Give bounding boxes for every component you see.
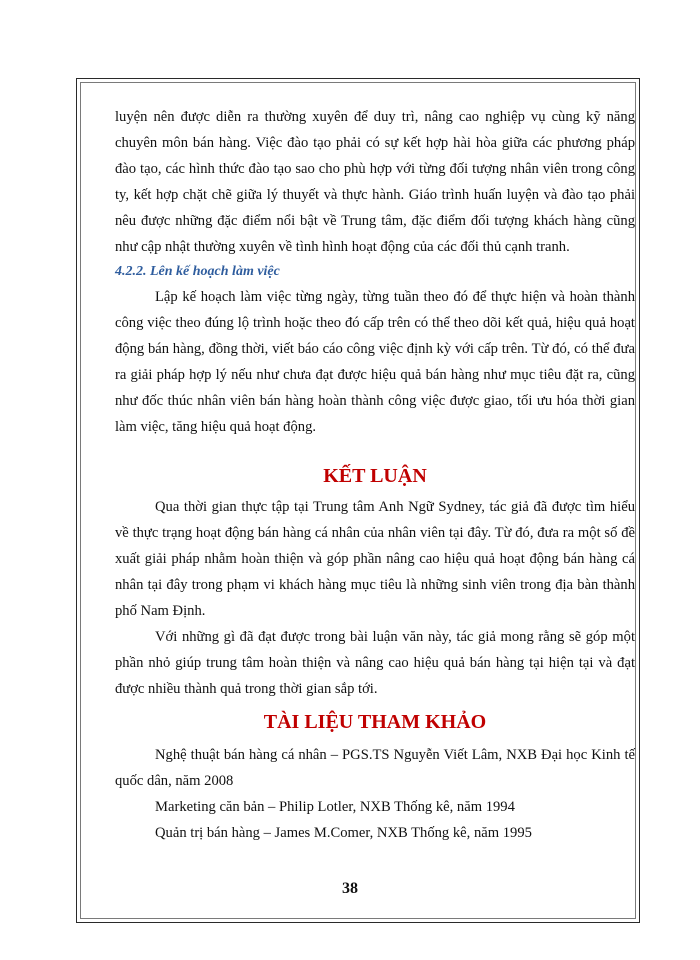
section-paragraph: Lập kế hoạch làm việc từng ngày, từng tuần theo đó để thực hiện và hoàn thành công việc theo đúng lộ trình hoặc theo đó cấp trên có thể theo dõi kết quả, hiệu quả hoạt động bán hàng, đồng thời, viết báo cáo công việc định kỳ với cấp trên. Từ đó, có thể đưa ra giải pháp hợp lý nếu như chưa đạt được hiệu quả bán hàng như mục tiêu đặt ra, cũng như đốc thúc nhân viên bán hàng hoàn thành công việc được giao, tối ưu hóa thời gian làm việc, tăng hiệu quả hoạt động. bbox=[115, 289, 635, 435]
conclusion-title: KẾT LUẬN bbox=[323, 465, 427, 487]
reference-item: Nghệ thuật bán hàng cá nhân – PGS.TS Nguyễn Viết Lâm, NXB Đại học Kinh tế quốc dân, năm 2008 bbox=[115, 747, 635, 789]
references-title: TÀI LIỆU THAM KHẢO bbox=[263, 711, 487, 733]
section-heading: 4.2.2. Lên kế hoạch làm việc bbox=[115, 264, 280, 279]
reference-item: Marketing căn bản – Philip Lotler, NXB Thống kê, năm 1994 bbox=[155, 799, 515, 815]
page-number: 38 bbox=[342, 880, 358, 897]
conclusion-paragraph-1: Qua thời gian thực tập tại Trung tâm Anh Ngữ Sydney, tác giả đã được tìm hiểu về thực trạng hoạt động bán hàng cá nhân của nhân viên tại đây. Từ đó, đưa ra một số đề xuất giải pháp nhằm hoàn thiện và góp phần nâng cao hiệu quả hoạt động bán hàng cá nhân tại đây trong phạm vi khách hàng mục tiêu là những sinh viên trong địa bàn thành phố Nam Định. bbox=[115, 499, 635, 619]
conclusion-paragraph-2: Với những gì đã đạt được trong bài luận văn này, tác giả mong rằng sẽ góp một phần nhỏ giúp trung tâm hoàn thiện và nâng cao hiệu quả bán hàng tại hiện tại và đạt được nhiều thành quả trong thời gian sắp tới. bbox=[115, 629, 635, 697]
reference-item: Quản trị bán hàng – James M.Comer, NXB Thống kê, năm 1995 bbox=[155, 825, 532, 841]
intro-paragraph: luyện nên được diễn ra thường xuyên để duy trì, nâng cao nghiệp vụ cùng kỹ năng chuyên môn bán hàng. Việc đào tạo phải có sự kết hợp hài hòa giữa các phương pháp đào tạo, các hình thức đào tạo sao cho phù hợp với từng đối tượng nhân viên trong công ty, kết hợp chặt chẽ giữa lý thuyết và thực hành. Giáo trình huấn luyện và đào tạo phải nêu được những đặc điểm nổi bật về Trung tâm, đặc điểm đối tượng khách hàng cũng như cập nhật thường xuyên về tình hình hoạt động của các đối thủ cạnh tranh. bbox=[115, 109, 635, 255]
page-content bbox=[115, 104, 635, 846]
